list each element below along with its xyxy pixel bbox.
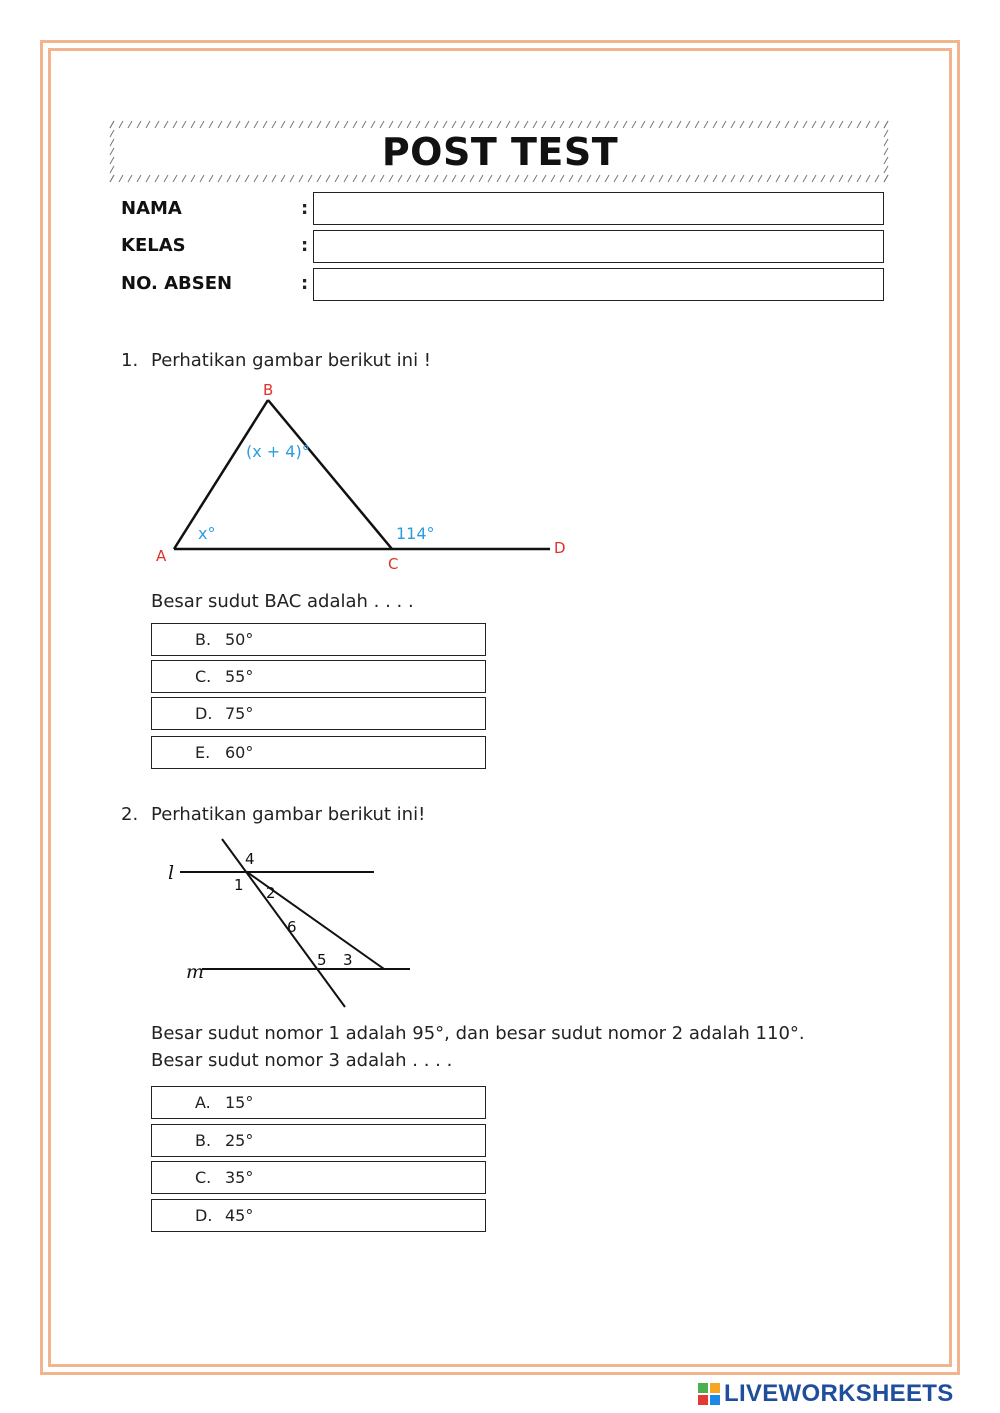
title-banner xyxy=(108,120,892,184)
option-letter: C. xyxy=(195,667,212,686)
angle-label-b: (x + 4)° xyxy=(246,442,310,461)
question-1-prompt: Perhatikan gambar berikut ini ! xyxy=(151,350,432,371)
question-2-number: 2. xyxy=(121,804,139,825)
angle-number-5: 5 xyxy=(317,951,327,969)
option-letter: D. xyxy=(195,704,213,723)
triangle-figure xyxy=(150,378,580,578)
vertex-label-b: B xyxy=(263,381,274,399)
question-2-text-line1: Besar sudut nomor 1 adalah 95°, dan besar sudut nomor 2 adalah 110°. xyxy=(151,1023,805,1044)
line-label-l: l xyxy=(168,862,175,884)
option-value: 25° xyxy=(225,1131,254,1150)
q1-option-c[interactable] xyxy=(151,660,486,693)
option-letter: A. xyxy=(195,1093,211,1112)
option-letter: C. xyxy=(195,1168,212,1187)
liveworksheets-icon xyxy=(698,1383,720,1405)
option-value: 75° xyxy=(225,704,254,723)
field-colon: : xyxy=(301,235,309,256)
q2-option-b[interactable] xyxy=(151,1124,486,1157)
option-value: 60° xyxy=(225,743,254,762)
option-letter: B. xyxy=(195,630,212,649)
field-colon: : xyxy=(301,198,309,219)
no-absen-input[interactable] xyxy=(313,268,884,301)
nama-input[interactable] xyxy=(313,192,884,225)
option-value: 45° xyxy=(225,1206,254,1225)
angle-number-6: 6 xyxy=(287,918,297,936)
field-label-no-absen: NO. ABSEN xyxy=(121,273,233,294)
vertex-label-a: A xyxy=(156,547,167,565)
option-letter: B. xyxy=(195,1131,212,1150)
field-colon: : xyxy=(301,273,309,294)
angle-number-3: 3 xyxy=(343,951,353,969)
kelas-input[interactable] xyxy=(313,230,884,263)
q1-option-b[interactable] xyxy=(151,623,486,656)
angle-number-2: 2 xyxy=(266,884,276,902)
brand-name: LIVEWORKSHEETS xyxy=(724,1380,954,1407)
option-value: 35° xyxy=(225,1168,254,1187)
option-value: 55° xyxy=(225,667,254,686)
question-1-number: 1. xyxy=(121,350,139,371)
q1-option-d[interactable] xyxy=(151,697,486,730)
question-2-prompt: Perhatikan gambar berikut ini! xyxy=(151,804,426,825)
parallel-lines-figure xyxy=(160,835,420,1015)
angle-label-a: x° xyxy=(198,524,216,543)
vertex-label-c: C xyxy=(388,555,399,573)
option-value: 15° xyxy=(225,1093,254,1112)
angle-number-4: 4 xyxy=(245,850,255,868)
angle-label-c: 114° xyxy=(396,524,435,543)
q2-option-d[interactable] xyxy=(151,1199,486,1232)
angle-number-1: 1 xyxy=(234,876,244,894)
q2-option-c[interactable] xyxy=(151,1161,486,1194)
field-label-kelas: KELAS xyxy=(121,235,186,256)
question-2-text-line2: Besar sudut nomor 3 adalah . . . . xyxy=(151,1050,453,1071)
page-title: POST TEST xyxy=(381,130,619,174)
question-1-text: Besar sudut BAC adalah . . . . xyxy=(151,591,414,612)
point-label-d: D xyxy=(554,539,566,557)
field-label-nama: NAMA xyxy=(121,198,182,219)
liveworksheets-logo[interactable] xyxy=(698,1380,954,1408)
q1-option-e[interactable] xyxy=(151,736,486,769)
option-letter: E. xyxy=(195,743,211,762)
q2-option-a[interactable] xyxy=(151,1086,486,1119)
option-value: 50° xyxy=(225,630,254,649)
line-label-m: m xyxy=(186,961,205,983)
option-letter: D. xyxy=(195,1206,213,1225)
